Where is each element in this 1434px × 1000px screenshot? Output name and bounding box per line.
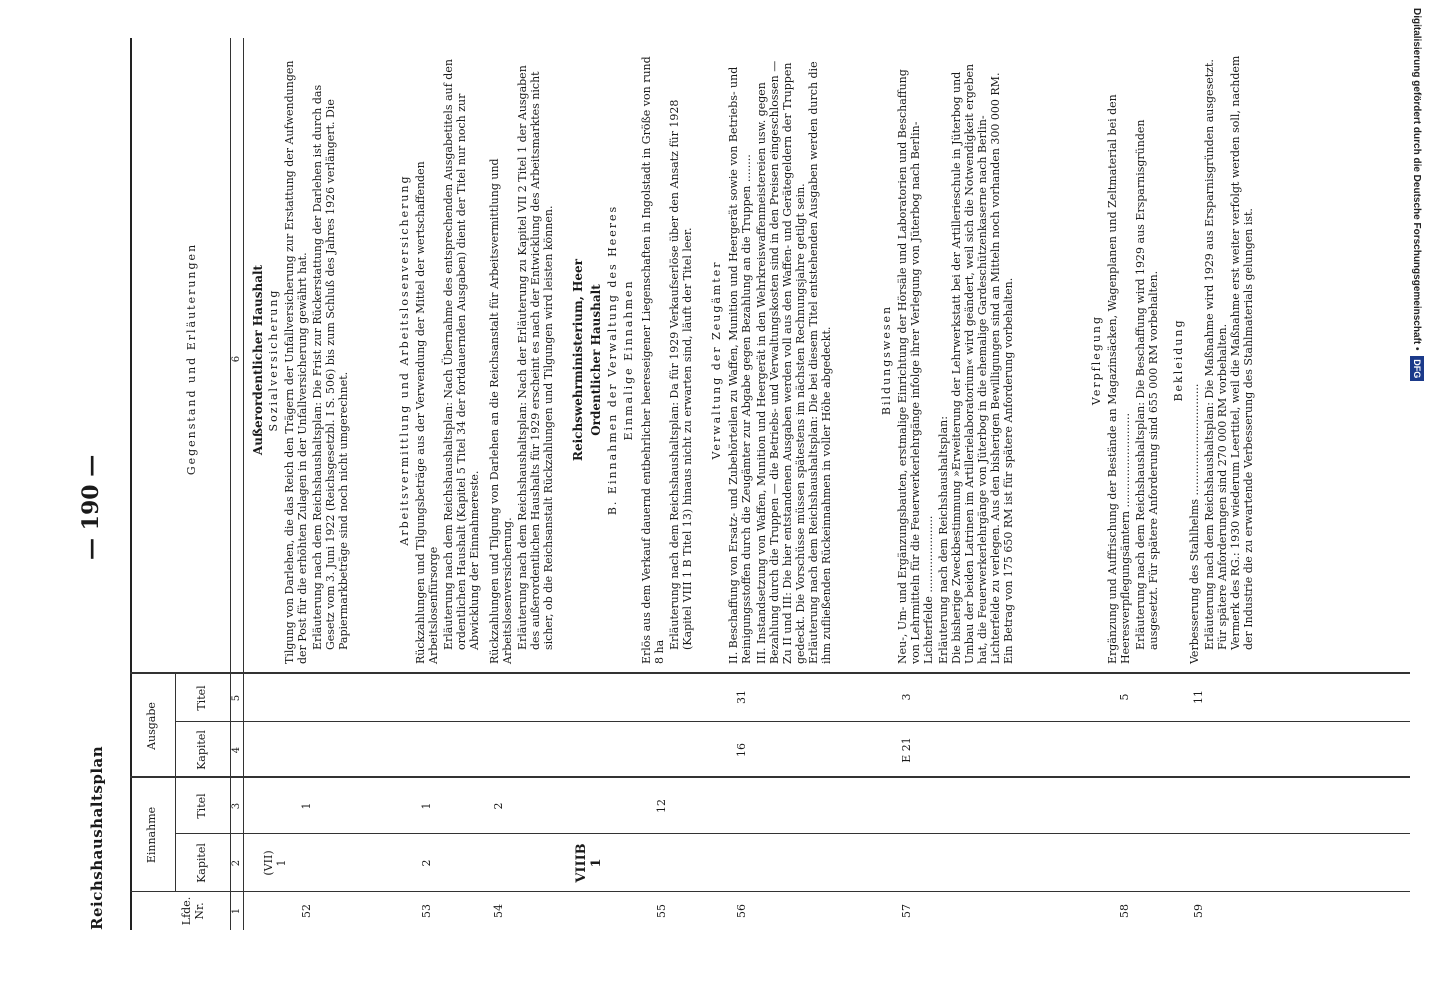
row-description: II. Beschaffung von Ersatz- und Zubehörteilen zu Waffen, Munition und Heergerät sowie von Betriebs- und Reinigungsstoffen durch die Zeugämter zur Abgabe gegen Bezahlung an die Truppen ........: [727, 66, 753, 664]
col-divider: [130, 891, 1410, 892]
section-subheading: Bekleidung: [1172, 318, 1185, 402]
row-note: Erläuterung nach dem Reichshaushaltsplan: Die bisherige Zweckbestimmung »Erweiterung der Lehrwerkstatt bei der Artillerieschule in Jüterbog und Umbau der beiden Latrinen im Artillerielaboratorium« wird geändert, weil sich die Notwendigkeit ergeben hat, die Feuerwerkerlehrgänge von Jüterbog in die ehemalige Gardeschützenkaserne nach Berlin-Lichterfelde zu verlegen. Aus den bisherigen Bewilligungen sind an Mitteln noch vorhanden 300 000 RM. Ein Betrag von 175 650 RM ist für spätere Anforderung vorbehalten.: [937, 63, 1015, 664]
ein-kapitel: VIIIB 1: [574, 843, 604, 883]
col-number: 1: [231, 907, 242, 915]
table-top-rule: [130, 38, 132, 930]
col-header-lfd: Lfde. Nr.: [180, 896, 206, 926]
digitization-notice: [1404, 8, 1428, 992]
row-text: [640, 54, 696, 664]
ein-titel: 2: [492, 802, 505, 810]
col-header-gegenstand: Gegenstand und Erläuterungen: [185, 242, 198, 476]
col-number: 6: [231, 355, 242, 363]
row-text: [727, 54, 835, 664]
running-title: Reichshaushaltsplan: [88, 745, 106, 930]
aus-kapitel: E 21: [900, 737, 913, 763]
row-note: Erläuterung nach dem Reichshaushaltsplan: Die Frist zur Rückerstattung der Darlehen ist durch das Gesetz vom 3. Juni 1922 (Reichsgesetzbl. I S. 506) bis zum Schluß des Jahres 1926 verlängert. Die Papiermarkbeträge sind noch nicht umgerechnet.: [311, 84, 350, 650]
row-description: Ergänzung und Auffrischung der Bestände an Magazinsäcken, Wagenplanen und Zeltmaterial bei den Heeresverpflegungsämtern ...........................: [1106, 94, 1132, 664]
row-number: 52: [300, 904, 313, 918]
col-divider: [175, 833, 1410, 834]
row-number: 53: [420, 904, 433, 918]
row-description: Verbesserung des Stahlhelms ................................: [1188, 383, 1201, 664]
col-header-kapitel: Kapitel: [195, 730, 208, 770]
col-divider: [130, 672, 1410, 674]
row-note: Erläuterung nach dem Reichshaushaltsplan: Nach der Erläuterung zu Kapitel VII 2 Titel 1 der Ausgaben des außerordentlichen Haushalts für 1929 erscheint es nach der Entwicklung des Arbeitsmarktes nicht sicher, ob die Reichsanstalt Rückzahlungen und Tilgungen wird leisten können.: [516, 65, 555, 650]
aus-titel: 11: [1192, 690, 1205, 704]
row-number: 55: [655, 904, 668, 918]
row-description: Neu-, Um- und Ergänzungsbauten, erstmalige Einrichtung der Hörsäle und Laboratorien und Beschaffung von Lehrmitteln für die Feuerwerkerlehrgänge infolge ihrer Verlegung von Jüterbog nach Berlin-Lichterfelde ......................: [896, 69, 935, 664]
row-note: III. Instandsetzung von Waffen, Munition und Heergerät in den Wehrkreiswaffenmeistereien usw. gegen Bezahlung durch die Truppen — die Betriebs- und Verwaltungskosten sind in den Preisen eingeschlossen — Zu II und III: Die hier entstandenen Ausgaben werden voll aus den Waffen- und Gerätegeldern der Truppen gedeckt. Die Vorschüsse müssen spätestens im nächsten Rechnungsjahre getilgt sein. Erläuterung nach dem Reichshaushaltsplan: Die bei diesem Titel entstehenden Ausgaben werden durch die ihm zufließenden Rückeinnahmen in voller Höhe abgedeckt.: [755, 60, 833, 664]
col-header-titel: Titel: [195, 685, 208, 711]
ein-titel: 1: [300, 802, 313, 810]
row-text: [283, 54, 352, 664]
aus-titel: 5: [1118, 693, 1131, 701]
section-subheading: Sozialversicherung: [267, 288, 280, 432]
row-number: 54: [492, 904, 505, 918]
aus-kapitel: 16: [735, 743, 748, 757]
row-number: 59: [1192, 904, 1205, 918]
aus-titel: 3: [900, 693, 913, 701]
section-subheading: Bildungswesen: [880, 304, 893, 416]
section-subheading: Verwaltung der Zeugämter: [710, 260, 723, 460]
section-subheading: Arbeitsvermittlung und Arbeitslosenversicherung: [398, 174, 411, 546]
ein-kapitel: (VII) 1: [262, 850, 288, 876]
row-note: Erläuterung nach dem Reichshaushaltsplan: Da für 1929 Verkaufserlöse über den Ansatz für 1928 (Kapitel VIII 1 B Titel 13) hinaus nicht zu erwarten sind, läuft der Titel leer.: [668, 99, 694, 650]
ein-kapitel: 2: [420, 859, 433, 867]
row-note: Erläuterung nach dem Reichshaushaltsplan: Nach Übernahme des entsprechenden Ausgabetitels auf den ordentlichen Haushalt (Kapitel 5 Titel 34 der fortdauernden Ausgaben) dient der Titel nur noch zur Abwicklung der Einnahmereste.: [442, 59, 481, 650]
section-heading: Ordentlicher Haushalt: [589, 284, 603, 436]
ein-titel: 1: [420, 802, 433, 810]
row-text: [414, 54, 483, 664]
section-subheading: Verpflegung: [1090, 314, 1103, 406]
row-description: Rückzahlungen und Tilgungsbeträge aus der Verwendung der Mittel der wertschaffenden Arbeitslosenfürsorge: [414, 161, 440, 664]
row-text: [1188, 54, 1257, 664]
col-number: 4: [231, 746, 242, 754]
colnum-rule: [243, 38, 244, 930]
row-note: Erläuterung nach dem Reichshaushaltsplan: Die Maßnahme wird 1929 aus Ersparnisgründen ausgesetzt. Für spätere Anforderungen sind 270 000 RM vorbehalten. Vermerk des RG.: 1930 wiederum Leertitel, weil die Maßnahme erst weiter verfolgt werden soll, nachdem der Industrie die zu erwartende Verbesserung des Stahlmaterials gelungen ist.: [1203, 55, 1255, 650]
col-divider: [175, 721, 1410, 722]
dfg-logo: DFG: [1410, 356, 1424, 381]
page-number: — 190 —: [78, 454, 104, 560]
row-number: 56: [735, 904, 748, 918]
col-header-kapitel: Kapitel: [195, 843, 208, 883]
row-note: Erläuterung nach dem Reichshaushaltsplan: Die Beschaffung wird 1929 aus Ersparnisgründen ausgesetzt. Für spätere Anforderung sind 655 000 RM vorbehalten.: [1134, 119, 1160, 650]
subhead-rule: [175, 674, 176, 892]
col-header-ausgabe: Ausgabe: [145, 702, 158, 750]
ein-titel: 12: [655, 799, 668, 813]
col-number: 2: [231, 859, 242, 867]
row-description: Tilgung von Darlehen, die das Reich den Trägern der Unfallversicherung zur Erstattung der Aufwendungen der Post für die erhöhten Zulagen in der Unfallversicherung gewährt hat.: [283, 60, 309, 664]
row-number: 58: [1118, 904, 1131, 918]
section-subheading: Einmalige Einnahmen: [622, 279, 635, 441]
section-heading: Außerordentlicher Haushalt: [251, 264, 265, 456]
row-description: Erlös aus dem Verkauf dauernd entbehrlicher heereseigener Liegenschaften in Ingolstadt in Größe von rund 8 ha: [640, 56, 666, 664]
row-number: 57: [900, 904, 913, 918]
col-number: 5: [231, 694, 242, 702]
row-text: [896, 54, 1017, 664]
row-text: [1106, 54, 1162, 664]
section-subheading: B. Einnahmen der Verwaltung des Heeres: [606, 204, 619, 516]
section-heading: Reichswehrministerium, Heer: [571, 258, 585, 462]
col-header-einnahme: Einnahme: [145, 806, 158, 864]
col-header-titel: Titel: [195, 793, 208, 819]
aus-titel: 31: [735, 690, 748, 704]
col-divider: [130, 776, 1410, 778]
row-text: [488, 54, 557, 664]
digitization-text: Digitalisierung gefördert durch die Deutsche Forschungsgemeinschaft •: [1411, 8, 1422, 351]
col-number: 3: [231, 802, 242, 810]
row-description: Rückzahlungen und Tilgung von Darlehen an die Reichsanstalt für Arbeitsvermittlung und Arbeitslosenversicherung.: [488, 158, 514, 664]
